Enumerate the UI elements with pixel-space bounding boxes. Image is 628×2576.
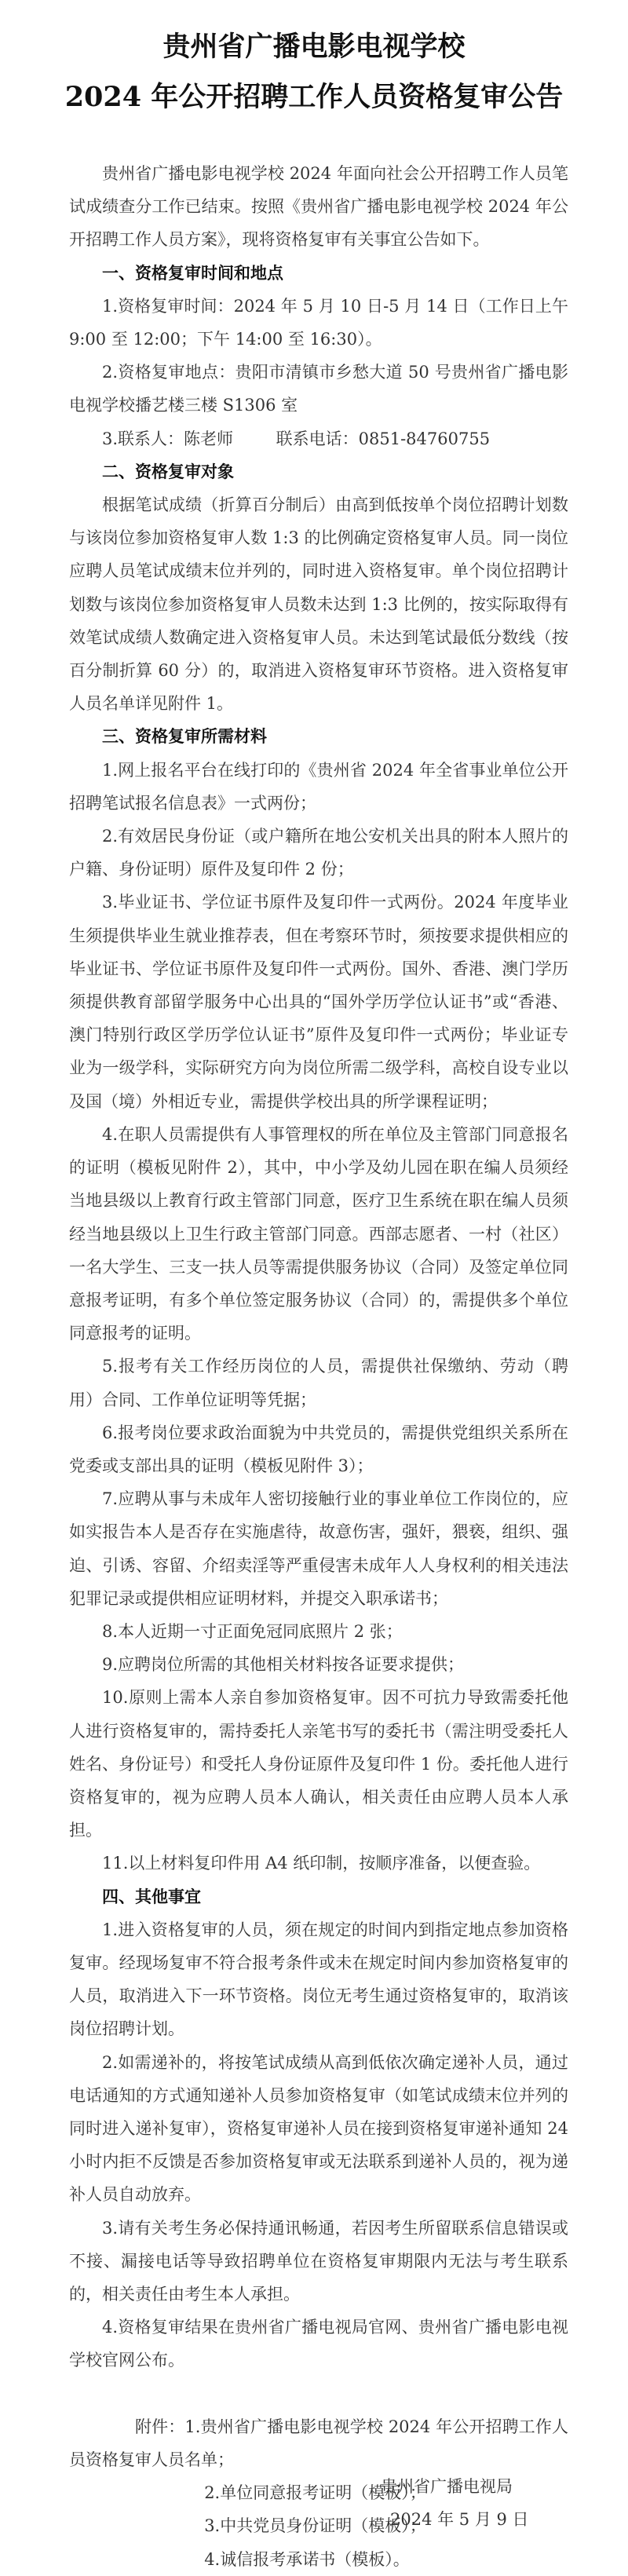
- attachment-4: 4.诚信报考承诺书（模板）。: [204, 2549, 410, 2569]
- title-line-1: 贵州省广播电影电视学校: [162, 31, 466, 63]
- section-3-heading: 三、资格复审所需材料: [102, 726, 267, 747]
- contact-phone: 联系电话：0851-84760755: [276, 429, 491, 448]
- material-item-2: 2.有效居民身份证（或户籍所在地公安机关出具的附本人照片的户籍、身份证明）原件及复印件 2 份；: [69, 827, 568, 879]
- contact-person: 3.联系人：陈老师: [102, 429, 234, 448]
- material-item-7: 7.应聘从事与未成年人密切接触行业的事业单位工作岗位的，应如实报告本人是否存在实施虐待，故意伤害，强奸，猥亵，组织、强迫、引诱、容留、介绍卖淫等严重侵害未成年人人身权利的相关违法犯罪记录或提供相应证明材料，并提交入职承诺书；: [69, 1489, 568, 1608]
- material-item-4: 4.在职人员需提供有人事管理权的所在单位及主管部门同意报名的证明（模板见附件 2），其中，中小学及幼儿园在职在编人员须经当地县级以上教育行政主管部门同意，医疗卫生系统在职在编人员须经当地县级以上卫生行政主管部门同意。西部志愿者、一村（社区）一名大学生、三支一扶人员等需提供服务协议（合同）及签定单位同意报考证明，有多个单位签定服务协议（合同）的，需提供多个单位同意报考的证明。: [69, 1124, 568, 1343]
- section-4-heading: 四、其他事宜: [102, 1886, 201, 1906]
- material-item-3: 3.毕业证书、学位证书原件及复印件一式两份。2024 年度毕业生须提供毕业生就业推荐表，但在考察环节时，须按要求提供相应的毕业证书、学位证书原件及复印件一式两份。国外、香港、澳门学历须提供教育部留学服务中心出具的“国外学历学位认证书”或“香港、澳门特别行政区学历学位认证书”原件及复印件一式两份；毕业证专业为一级学科，实际研究方向为岗位所需二级学科，高校自设专业以及国（境）外相近专业，需提供学校出具的所学课程证明；: [69, 893, 568, 1111]
- signature-date: 2024 年 5 月 9 日: [390, 2510, 529, 2529]
- section-1-contact: [69, 422, 568, 455]
- attachment-1: 附件：1.贵州省广播电影电视学校 2024 年公开招聘工作人员资格复审人员名单；: [69, 2417, 568, 2469]
- material-item-6: 6.报考岗位要求政治面貌为中共党员的，需提供党组织关系所在党委或支部出具的证明（模板见附件 3）；: [69, 1423, 568, 1475]
- other-item-4: 4.资格复审结果在贵州省广播电视局官网、贵州省广播电影电视学校官网公布。: [69, 2318, 568, 2370]
- attachment-3: 3.中共党员身份证明（模板）；: [204, 2516, 426, 2536]
- attachment-2: 2.单位同意报考证明（模板）；: [204, 2483, 426, 2503]
- spacer: [69, 2377, 568, 2410]
- title-line-2: 2024 年公开招聘工作人员资格复审公告: [64, 81, 564, 113]
- material-item-1: 1.网上报名平台在线打印的《贵州省 2024 年全省事业单位公开招聘笔试报名信息表》一式两份；: [69, 760, 568, 813]
- section-2-heading: 二、资格复审对象: [102, 461, 234, 481]
- intro-paragraph: 贵州省广播电影电视学校 2024 年面向社会公开招聘工作人员笔试成绩查分工作已结束。按照《贵州省广播电影电视学校 2024 年公开招聘工作人员方案》，现将资格复审有关事宜公告如下。: [69, 164, 568, 250]
- other-item-3: 3.请有关考生务必保持通讯畅通，若因考生所留联系信息错误或不接、漏接电话等导致招聘单位在资格复审期限内无法与考生联系的，相关责任由考生本人承担。: [69, 2218, 568, 2304]
- section-1-heading: 一、资格复审时间和地点: [102, 262, 283, 283]
- other-item-1: 1.进入资格复审的人员，须在规定的时间内到指定地点参加资格复审。经现场复审不符合报考条件或未在规定时间内参加资格复审的人员，取消进入下一环节资格。岗位无考生通过资格复审的，取消该岗位招聘计划。: [69, 1920, 568, 2039]
- signature-organization: 贵州省广播电视局: [381, 2477, 513, 2496]
- material-item-8: 8.本人近期一寸正面免冠同底照片 2 张；: [102, 1621, 403, 1641]
- material-item-10: 10.原则上需本人亲自参加资格复审。因不可抗力导致需委托他人进行资格复审的，需持委托人亲笔书写的委托书（需注明受委托人姓名、身份证号）和受托人身份证原件及复印件 1 份。委托他人进行资格复审的，视为应聘人员本人确认，相关责任由应聘人员本人承担。: [69, 1688, 568, 1840]
- section-2-paragraph: 根据笔试成绩（折算百分制后）由高到低按单个岗位招聘计划数与该岗位参加资格复审人数 1:3 的比例确定资格复审人员。同一岗位应聘人员笔试成绩末位并列的，同时进入资格复审。单个岗位招聘计划数与该岗位参加资格复审人员数未达到 1:3 比例的，按实际取得有效笔试成绩人数确定进入资格复审人员。未达到笔试最低分数线（按百分制折算 60 分）的，取消进入资格复审环节资格。进入资格复审人员名单详见附件 1。: [69, 495, 568, 714]
- material-item-5: 5.报考有关工作经历岗位的人员，需提供社保缴纳、劳动（聘用）合同、工作单位证明等凭据；: [69, 1357, 568, 1409]
- announcement-body: [69, 157, 568, 2576]
- other-item-2: 2.如需递补的，将按笔试成绩从高到低依次确定递补人员，通过电话通知的方式通知递补人员参加资格复审（如笔试成绩末位并列的同时进入递补复审），资格复审递补人员在接到资格复审递补通知 24 小时内拒不反馈是否参加资格复审或无法联系到递补人员的，视为递补人员自动放弃。: [69, 2052, 568, 2205]
- material-item-11: 11.以上材料复印件用 A4 纸印制，按顺序准备，以便查验。: [102, 1854, 541, 1873]
- section-1-time: 1.资格复审时间：2024 年 5 月 10 日-5 月 14 日（工作日上午 9:00 至 12:00；下午 14:00 至 16:30）。: [69, 296, 568, 349]
- material-item-9: 9.应聘岗位所需的其他相关材料按各证要求提供；: [102, 1655, 465, 1675]
- section-1-location: 2.资格复审地点：贵阳市清镇市乡愁大道 50 号贵州省广播电影电视学校播艺楼三楼 S1306 室: [69, 363, 568, 415]
